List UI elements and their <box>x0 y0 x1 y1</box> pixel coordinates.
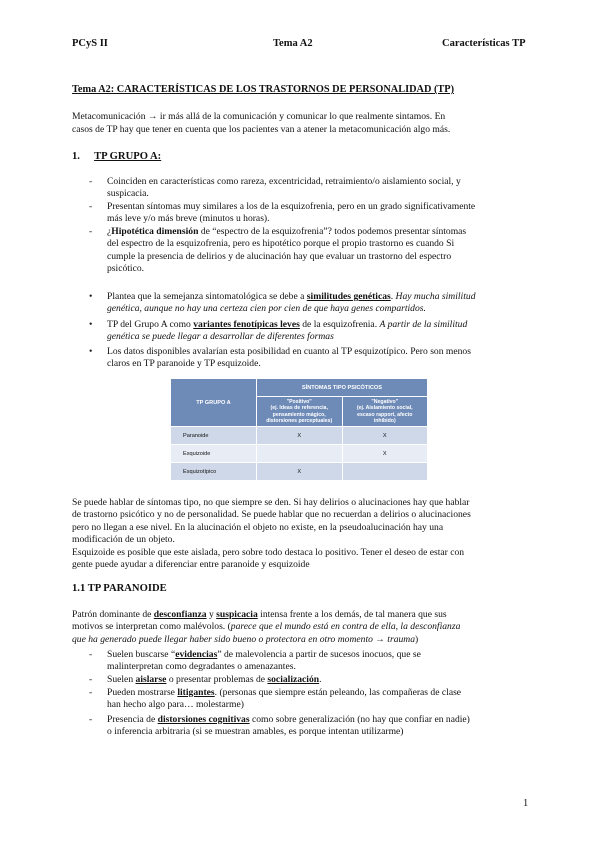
section-number: 1. <box>72 151 80 162</box>
dash-marker: - <box>89 201 93 212</box>
dash-item-3-line-3: cumple la presencia de delirios y de alucinación hay que evaluar un trastorno del espectro <box>107 251 452 262</box>
bullet-3-line-1: Los datos disponibles avalarían esta posibilidad en cuanto al TP esquizotípico. Pero son menos <box>107 346 471 357</box>
bold-term: socialización <box>267 674 320 685</box>
text: o presentar problemas de <box>166 674 268 685</box>
text: "Positivo" <box>286 398 312 405</box>
row-label: Esquizoide <box>171 445 257 463</box>
text: de “espectro de la esquizofrenia”? todos podemos presentar síntomas <box>198 226 467 237</box>
paragraph-line: pero no llegan a ese nivel. En la alucinación el objeto no existe, en la pseudoalucinación hay una <box>72 522 444 533</box>
cell-positive: X <box>256 427 342 445</box>
text: ¿ <box>107 226 112 237</box>
cell-positive: X <box>256 463 342 481</box>
bold-term: desconfianza <box>153 609 207 620</box>
paranoid-p-line-3 <box>72 634 528 646</box>
row-label: Paranoide <box>171 427 257 445</box>
bullet-marker: • <box>89 291 93 302</box>
text: inhibido) <box>373 417 396 424</box>
text: intensa frente a los demás, de tal manera que sus <box>257 609 447 620</box>
header-subject: Características TP <box>442 38 526 49</box>
text: (ej. Ideas de referencia, <box>270 405 328 412</box>
text: y <box>206 609 217 620</box>
bold-term: litigantes <box>177 687 215 698</box>
section-1-1-heading: 1.1 TP PARANOIDE <box>72 583 167 594</box>
bullet-1-line-1 <box>107 291 528 303</box>
italic-note: A partir de la similitud <box>379 319 468 330</box>
text: Patrón dominante de <box>72 609 154 620</box>
table-corner-header: TP GRUPO A <box>171 379 257 427</box>
dash-item-1-line-2: suspicacia. <box>107 188 149 199</box>
text: Suelen buscarse “ <box>107 649 176 660</box>
text: . <box>319 674 322 685</box>
paragraph-line: Esquizoide es posible que este aislada, pero sobre todo destaca lo positivo. Tener el deseo de estar con <box>72 547 465 558</box>
paranoid-p-line-2 <box>72 621 528 633</box>
paranoid-dash-3-line-2: han hecho algo para… molestarme) <box>107 699 244 710</box>
dash-item-3-line-2: del espectro de la esquizofrenia, pero es hipotético porque el propio trastorno es cuando Si <box>107 238 455 249</box>
text: (ej. Aislamiento social, <box>356 405 413 412</box>
text: . <box>390 291 396 302</box>
text: escaso rapport, afecto <box>357 411 413 418</box>
dash-marker: - <box>89 674 93 685</box>
bold-term: similitudes genéticas <box>306 291 391 302</box>
cell-negative: X <box>342 427 428 445</box>
dash-item-2-line-1: Presentan síntomas muy similares a los de la esquizofrenia, pero en un grado significativamente <box>107 201 476 212</box>
dash-marker: - <box>89 226 93 237</box>
paragraph-line: gente puede ayudar a diferenciar entre paranoide y esquizoide <box>72 559 310 570</box>
text: como sobre generalización (no hay que confiar en nadie) <box>249 714 470 725</box>
dash-marker: - <box>89 687 93 698</box>
dash-item-3-line-1 <box>107 226 528 238</box>
page-number: 1 <box>523 798 529 809</box>
italic-note: genética se puede llegar a desarrollar de diferentes formas <box>107 331 334 342</box>
bullet-marker: • <box>89 319 93 330</box>
dash-item-3-line-4: psicótico. <box>107 263 145 274</box>
bullet-2-line-2 <box>107 331 528 343</box>
text: motivos se interpretan como malévolos. ( <box>72 621 231 632</box>
bold-term: distorsiones cognitivas <box>157 714 250 725</box>
paranoid-p-line-1 <box>72 609 528 621</box>
text: "Negativo" <box>371 398 399 405</box>
paranoid-dash-4-line-1 <box>107 714 528 726</box>
section-1-heading <box>72 151 161 162</box>
paranoid-dash-4-line-2: o inferencia arbitraria (si se muestran amables, es porque intentan utilizarme) <box>107 726 404 737</box>
text: TP del Grupo A como <box>107 319 194 330</box>
table-group-header: SÍNTOMAS TIPO PSICÓTICOS <box>256 379 427 397</box>
text: Plantea que la semejanza sintomatológica se debe a <box>107 291 307 302</box>
bold-term: variantes fenotípicas leves <box>193 319 300 330</box>
table-col-positive <box>256 397 342 427</box>
paranoid-dash-2 <box>107 674 528 686</box>
paranoid-dash-3-line-1 <box>107 687 528 699</box>
header-course: PCyS II <box>72 38 108 49</box>
paragraph-line: Se puede hablar de síntomas tipo, no que siempre se den. Si hay delirios o alucinaciones hay que hablar <box>72 497 470 508</box>
text: Presencia de <box>107 714 158 725</box>
text: ” de malevolencia a partir de sucesos inocuos, que se <box>217 649 421 660</box>
bullet-1-line-2 <box>107 303 528 315</box>
cell-negative <box>342 463 428 481</box>
cell-negative: X <box>342 445 428 463</box>
cell-positive <box>256 445 342 463</box>
table-row <box>171 427 428 445</box>
paragraph-line: modificación de un objeto. <box>72 534 175 545</box>
bold-term: Hipotética dimensión <box>111 226 199 237</box>
italic-note: parece que el mundo está en contra de ella, la desconfianza <box>230 621 461 632</box>
section-title: TP GRUPO A: <box>94 151 162 162</box>
text: Pueden mostrarse <box>107 687 178 698</box>
italic-note: que ha generado puede llegar haber sido bueno o protectora en otro momento → trauma <box>72 634 416 645</box>
bold-term: evidencias <box>175 649 218 660</box>
paranoid-dash-1-line-1 <box>107 649 528 661</box>
bold-term: suspicacia <box>216 609 258 620</box>
intro-line-2: casos de TP hay que tener en cuenta que los pacientes van a atener la metacomunicación algo más. <box>72 124 451 135</box>
bullet-marker: • <box>89 346 93 357</box>
dash-item-1-line-1: Coinciden en características como rareza, excentricidad, retraimiento/o aislamiento social, y <box>107 176 461 187</box>
paragraph-line: de trastorno psicótico y no de personalidad. Se puede hablar que no recuerdan a delirios o alucinaciones <box>72 509 471 520</box>
dash-marker: - <box>89 176 93 187</box>
header-topic: Tema A2 <box>273 38 313 49</box>
paranoid-dash-1-line-2: malinterpretan como degradantes o amenazantes. <box>107 661 296 672</box>
bullet-3-line-2: claros en TP paranoide y TP esquizoide. <box>107 358 261 369</box>
italic-note: Hay mucha similitud <box>395 291 476 302</box>
table-col-negative <box>342 397 428 427</box>
dash-item-2-line-2: más leve y/o más breve (minutos u horas). <box>107 213 270 224</box>
text: Suelen <box>107 674 136 685</box>
text: de la esquizofrenia. <box>299 319 380 330</box>
row-label: Esquizotípico <box>171 463 257 481</box>
text: . (personas que siempre están peleando, las compañeras de clase <box>214 687 462 698</box>
text: ) <box>415 634 419 645</box>
italic-note: genética, aunque no hay una certeza cien por cien de que haya genes compartidos. <box>107 303 426 314</box>
dash-marker: - <box>89 714 93 725</box>
symptoms-table <box>170 378 428 481</box>
text: distorsiones perceptuales) <box>266 417 333 424</box>
table-row <box>171 445 428 463</box>
dash-marker: - <box>89 649 93 660</box>
intro-line-1: Metacomunicación → ir más allá de la comunicación y comunicar lo que realmente sintamos. En <box>72 111 446 122</box>
document-title: Tema A2: CARACTERÍSTICAS DE LOS TRASTORNOS DE PERSONALIDAD (TP) <box>72 84 455 95</box>
bold-term: aislarse <box>135 674 167 685</box>
bullet-2-line-1 <box>107 319 528 331</box>
text: pensamiento mágico, <box>272 411 326 418</box>
table-row <box>171 463 428 481</box>
